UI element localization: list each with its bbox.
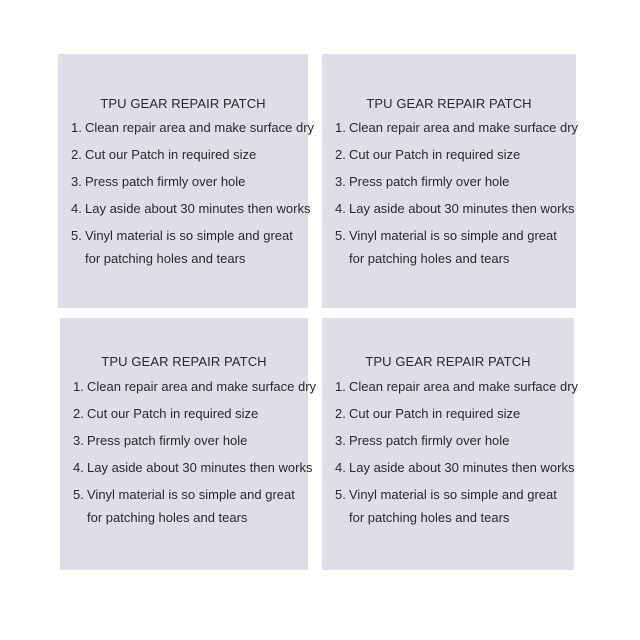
step-number: 1. (71, 120, 82, 135)
step-number: 2. (335, 147, 346, 162)
step-text: Clean repair area and make surface dry (85, 120, 315, 135)
step-number: 1. (73, 379, 84, 394)
step-number: 4. (73, 460, 84, 475)
instruction-step (71, 172, 314, 199)
step-number: 2. (335, 406, 346, 421)
instruction-step (71, 118, 314, 145)
step-text-continued: for patching holes and tears (349, 251, 510, 266)
repair-patch-top-left (58, 54, 315, 308)
step-number: 3. (335, 174, 346, 189)
step-number: 4. (71, 201, 82, 216)
instruction-step (73, 377, 316, 404)
step-number: 2. (71, 147, 82, 162)
instruction-step (71, 145, 314, 172)
step-number: 4. (335, 460, 346, 475)
step-text: Press patch firmly over hole (349, 433, 510, 448)
step-text: Clean repair area and make surface dry (349, 120, 579, 135)
step-text-continued: for patching holes and tears (87, 510, 248, 525)
instruction-list (73, 377, 317, 525)
step-number: 5. (71, 228, 82, 243)
step-text: Clean repair area and make surface dry (349, 379, 579, 394)
instruction-step (335, 431, 578, 458)
step-text: Cut our Patch in required size (349, 147, 521, 162)
step-number: 4. (335, 201, 346, 216)
step-text: Vinyl material is so simple and great (349, 487, 557, 502)
instruction-step (335, 485, 578, 525)
step-text: Cut our Patch in required size (349, 406, 521, 421)
step-number: 2. (73, 406, 84, 421)
step-text: Vinyl material is so simple and great (349, 228, 557, 243)
step-text-continued: for patching holes and tears (85, 251, 246, 266)
step-number: 5. (335, 487, 346, 502)
step-number: 5. (73, 487, 84, 502)
patch-title: TPU GEAR REPAIR PATCH (101, 354, 267, 369)
instruction-step (335, 377, 578, 404)
instruction-step (335, 199, 578, 226)
step-text: Vinyl material is so simple and great (85, 228, 293, 243)
step-text: Press patch firmly over hole (85, 174, 246, 189)
step-text: Clean repair area and make surface dry (87, 379, 317, 394)
instruction-step (73, 431, 316, 458)
step-text: Lay aside about 30 minutes then works (87, 460, 313, 475)
instruction-list (335, 118, 579, 266)
step-number: 5. (335, 228, 346, 243)
step-text: Cut our Patch in required size (85, 147, 257, 162)
step-text-continued: for patching holes and tears (349, 510, 510, 525)
step-number: 3. (335, 433, 346, 448)
instruction-step (335, 172, 578, 199)
step-number: 3. (73, 433, 84, 448)
step-number: 3. (71, 174, 82, 189)
repair-patch-bottom-right (322, 318, 579, 570)
instruction-step (71, 226, 314, 266)
repair-patch-bottom-left (60, 318, 317, 570)
instruction-step (335, 404, 578, 431)
step-text: Press patch firmly over hole (349, 174, 510, 189)
repair-patch-top-right (322, 54, 579, 308)
instruction-step (71, 199, 314, 226)
instruction-list (335, 377, 579, 525)
step-text: Lay aside about 30 minutes then works (349, 201, 575, 216)
step-text: Lay aside about 30 minutes then works (349, 460, 575, 475)
instruction-step (335, 145, 578, 172)
instruction-step (335, 226, 578, 266)
instruction-step (73, 458, 316, 485)
step-text: Cut our Patch in required size (87, 406, 259, 421)
step-number: 1. (335, 379, 346, 394)
patch-title: TPU GEAR REPAIR PATCH (366, 96, 532, 111)
step-text: Lay aside about 30 minutes then works (85, 201, 311, 216)
instruction-step (73, 485, 316, 525)
instruction-list (71, 118, 315, 266)
step-text: Vinyl material is so simple and great (87, 487, 295, 502)
instruction-step (335, 118, 578, 145)
patch-title: TPU GEAR REPAIR PATCH (365, 354, 531, 369)
step-text: Press patch firmly over hole (87, 433, 248, 448)
patch-title: TPU GEAR REPAIR PATCH (100, 96, 266, 111)
instruction-step (335, 458, 578, 485)
step-number: 1. (335, 120, 346, 135)
instruction-step (73, 404, 316, 431)
